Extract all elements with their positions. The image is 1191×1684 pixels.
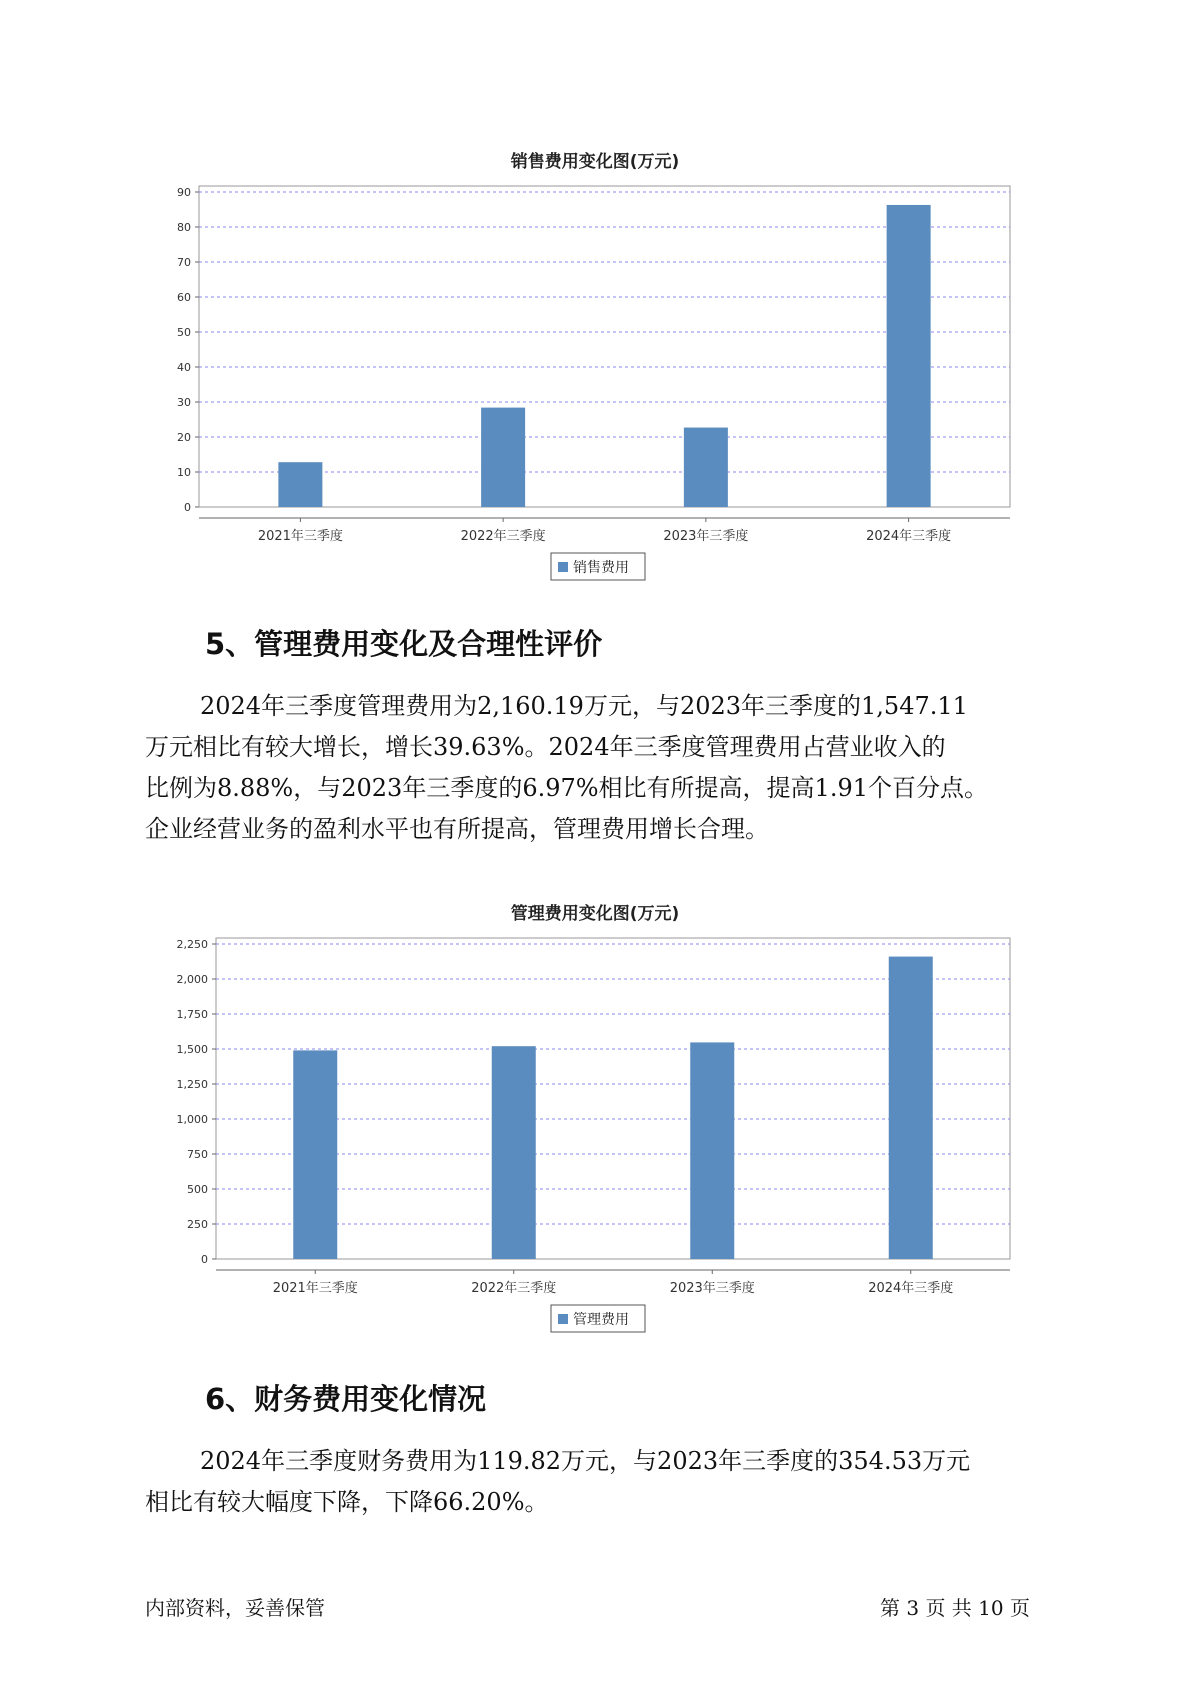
- y-tick-label: 1,500: [176, 1043, 208, 1056]
- y-tick-label: 30: [177, 396, 191, 409]
- y-tick-label: 1,750: [176, 1008, 208, 1021]
- footer-confidential: 内部资料，妥善保管: [145, 1596, 325, 1620]
- x-tick-label: 2021年三季度: [272, 1281, 358, 1296]
- y-tick-label: 0: [201, 1253, 208, 1266]
- y-tick-label: 500: [187, 1183, 208, 1196]
- footer-page-number: 第 3 页 共 10 页: [880, 1596, 1030, 1620]
- section-5-paragraph: [145, 686, 1045, 850]
- x-tick-label: 2022年三季度: [460, 529, 546, 544]
- y-tick-label: 70: [177, 256, 191, 269]
- y-tick-label: 250: [187, 1218, 208, 1231]
- x-tick-label: 2023年三季度: [669, 1281, 755, 1296]
- y-tick-label: 40: [177, 361, 191, 374]
- y-tick-label: 80: [177, 221, 191, 234]
- bar: [293, 1050, 337, 1259]
- x-tick-label: 2023年三季度: [663, 529, 749, 544]
- y-tick-label: 1,250: [176, 1078, 208, 1091]
- section-5-line-4: 企业经营业务的盈利水平也有所提高，管理费用增长合理。: [145, 815, 769, 843]
- section-6-line-1: 2024年三季度财务费用为119.82万元，与2023年三季度的354.53万元: [200, 1447, 971, 1475]
- x-tick-label: 2021年三季度: [257, 529, 343, 544]
- admin-expense-chart: [0, 892, 1191, 1352]
- y-tick-label: 90: [177, 186, 191, 199]
- legend-swatch: [558, 1314, 568, 1324]
- y-tick-label: 750: [187, 1148, 208, 1161]
- y-tick-label: 1,000: [176, 1113, 208, 1126]
- x-tick-label: 2024年三季度: [866, 529, 952, 544]
- y-tick-label: 20: [177, 431, 191, 444]
- y-tick-label: 60: [177, 291, 191, 304]
- section-5-title: 5、管理费用变化及合理性评价: [205, 627, 603, 661]
- legend-swatch: [558, 562, 568, 572]
- bar: [887, 205, 931, 507]
- section-5-line-1: 2024年三季度管理费用为2,160.19万元，与2023年三季度的1,547.11: [200, 692, 968, 720]
- section-6-line-2: 相比有较大幅度下降，下降66.20%。: [145, 1488, 549, 1516]
- bar: [690, 1042, 734, 1259]
- section-6-title: 6、财务费用变化情况: [205, 1382, 487, 1416]
- section-6-paragraph: [145, 1441, 1045, 1523]
- bar: [481, 408, 525, 507]
- y-tick-label: 50: [177, 326, 191, 339]
- chart-title: 管理费用变化图(万元): [510, 904, 680, 924]
- y-tick-label: 2,250: [176, 938, 208, 951]
- y-tick-label: 2,000: [176, 973, 208, 986]
- y-tick-label: 10: [177, 466, 191, 479]
- y-tick-label: 0: [184, 501, 191, 514]
- sales-expense-chart: [0, 140, 1191, 600]
- admin-expense-chart-svg: [0, 892, 1191, 1352]
- legend-label: 管理费用: [573, 1312, 629, 1328]
- chart-title: 销售费用变化图(万元): [510, 152, 680, 172]
- legend-label: 销售费用: [573, 560, 629, 576]
- sales-expense-chart-svg: [0, 140, 1191, 600]
- section-5-line-2: 万元相比有较大增长，增长39.63%。2024年三季度管理费用占营业收入的: [145, 733, 946, 761]
- section-5-line-3: 比例为8.88%，与2023年三季度的6.97%相比有所提高，提高1.91个百分点。: [145, 774, 988, 802]
- bar: [492, 1046, 536, 1259]
- x-tick-label: 2024年三季度: [868, 1281, 954, 1296]
- bar: [889, 957, 933, 1259]
- x-tick-label: 2022年三季度: [471, 1281, 557, 1296]
- bar: [278, 462, 322, 507]
- bar: [684, 428, 728, 507]
